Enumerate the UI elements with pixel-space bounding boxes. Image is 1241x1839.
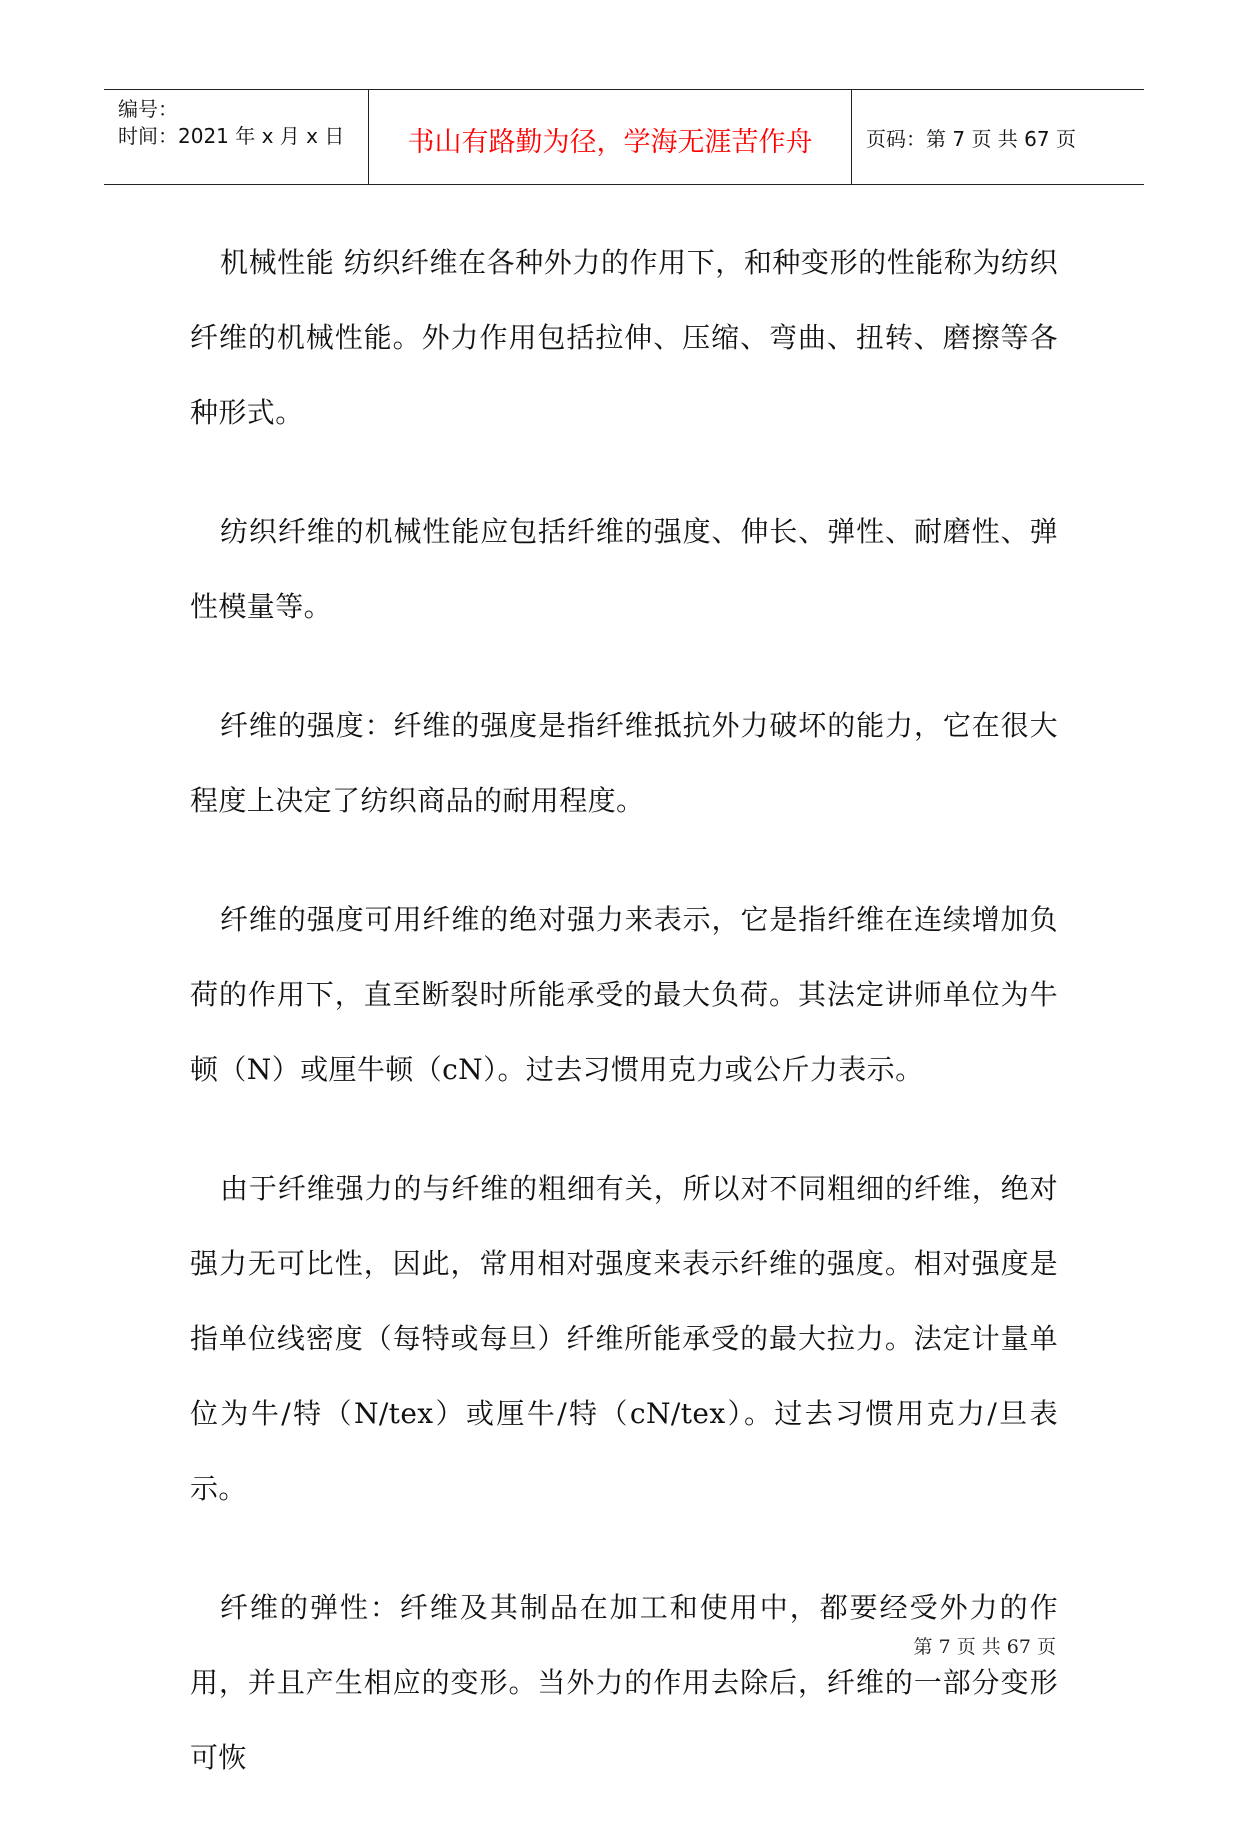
document-header <box>104 89 1144 185</box>
header-page-cell <box>852 90 1144 184</box>
paragraph-fiber-strength: 纤维的强度：纤维的强度是指纤维抵抗外力破坏的能力，它在很大程度上决定了纺织商品的耐用程度。 <box>190 709 1058 817</box>
page-footer: 第 7 页 共 67 页 <box>913 1636 1056 1658</box>
serial-number-label: 编号： <box>118 97 178 121</box>
paragraph-fiber-elasticity: 纤维的弹性：纤维及其制品在加工和使用中，都要经受外力的作用，并且产生相应的变形。当外力的作用去除后，纤维的一部分变形可恢 <box>190 1591 1058 1774</box>
header-motto-cell <box>368 90 852 184</box>
paragraph-relative-strength: 由于纤维强力的与纤维的粗细有关，所以对不同粗细的纤维，绝对强力无可比性，因此，常用相对强度来表示纤维的强度。相对强度是指单位线密度（每特或每旦）纤维所能承受的最大拉力。法定计量单位为牛/特（N/tex）或厘牛/特（cN/tex）。过去习惯用克力/旦表示。 <box>190 1172 1058 1505</box>
paragraph-absolute-strength: 纤维的强度可用纤维的绝对强力来表示，它是指纤维在连续增加负荷的作用下，直至断裂时所能承受的最大负荷。其法定讲师单位为牛顿（N）或厘牛顿（cN）。过去习惯用克力或公斤力表示。 <box>190 903 1058 1086</box>
header-meta-cell <box>104 90 368 184</box>
header-page-info: 页码：第 7 页 共 67 页 <box>866 127 1076 151</box>
header-motto: 书山有路勤为径，学海无涯苦作舟 <box>407 127 813 158</box>
date-line: 时间：2021 年 x 月 x 日 <box>118 124 345 148</box>
document-body <box>190 225 1058 1839</box>
paragraph-mechanical-properties: 机械性能 纺织纤维在各种外力的作用下，和种变形的性能称为纺织纤维的机械性能。外力作用包括拉伸、压缩、弯曲、扭转、磨擦等各种形式。 <box>190 246 1058 429</box>
paragraph-mechanical-scope: 纺织纤维的机械性能应包括纤维的强度、伸长、弹性、耐磨性、弹性模量等。 <box>190 515 1058 623</box>
